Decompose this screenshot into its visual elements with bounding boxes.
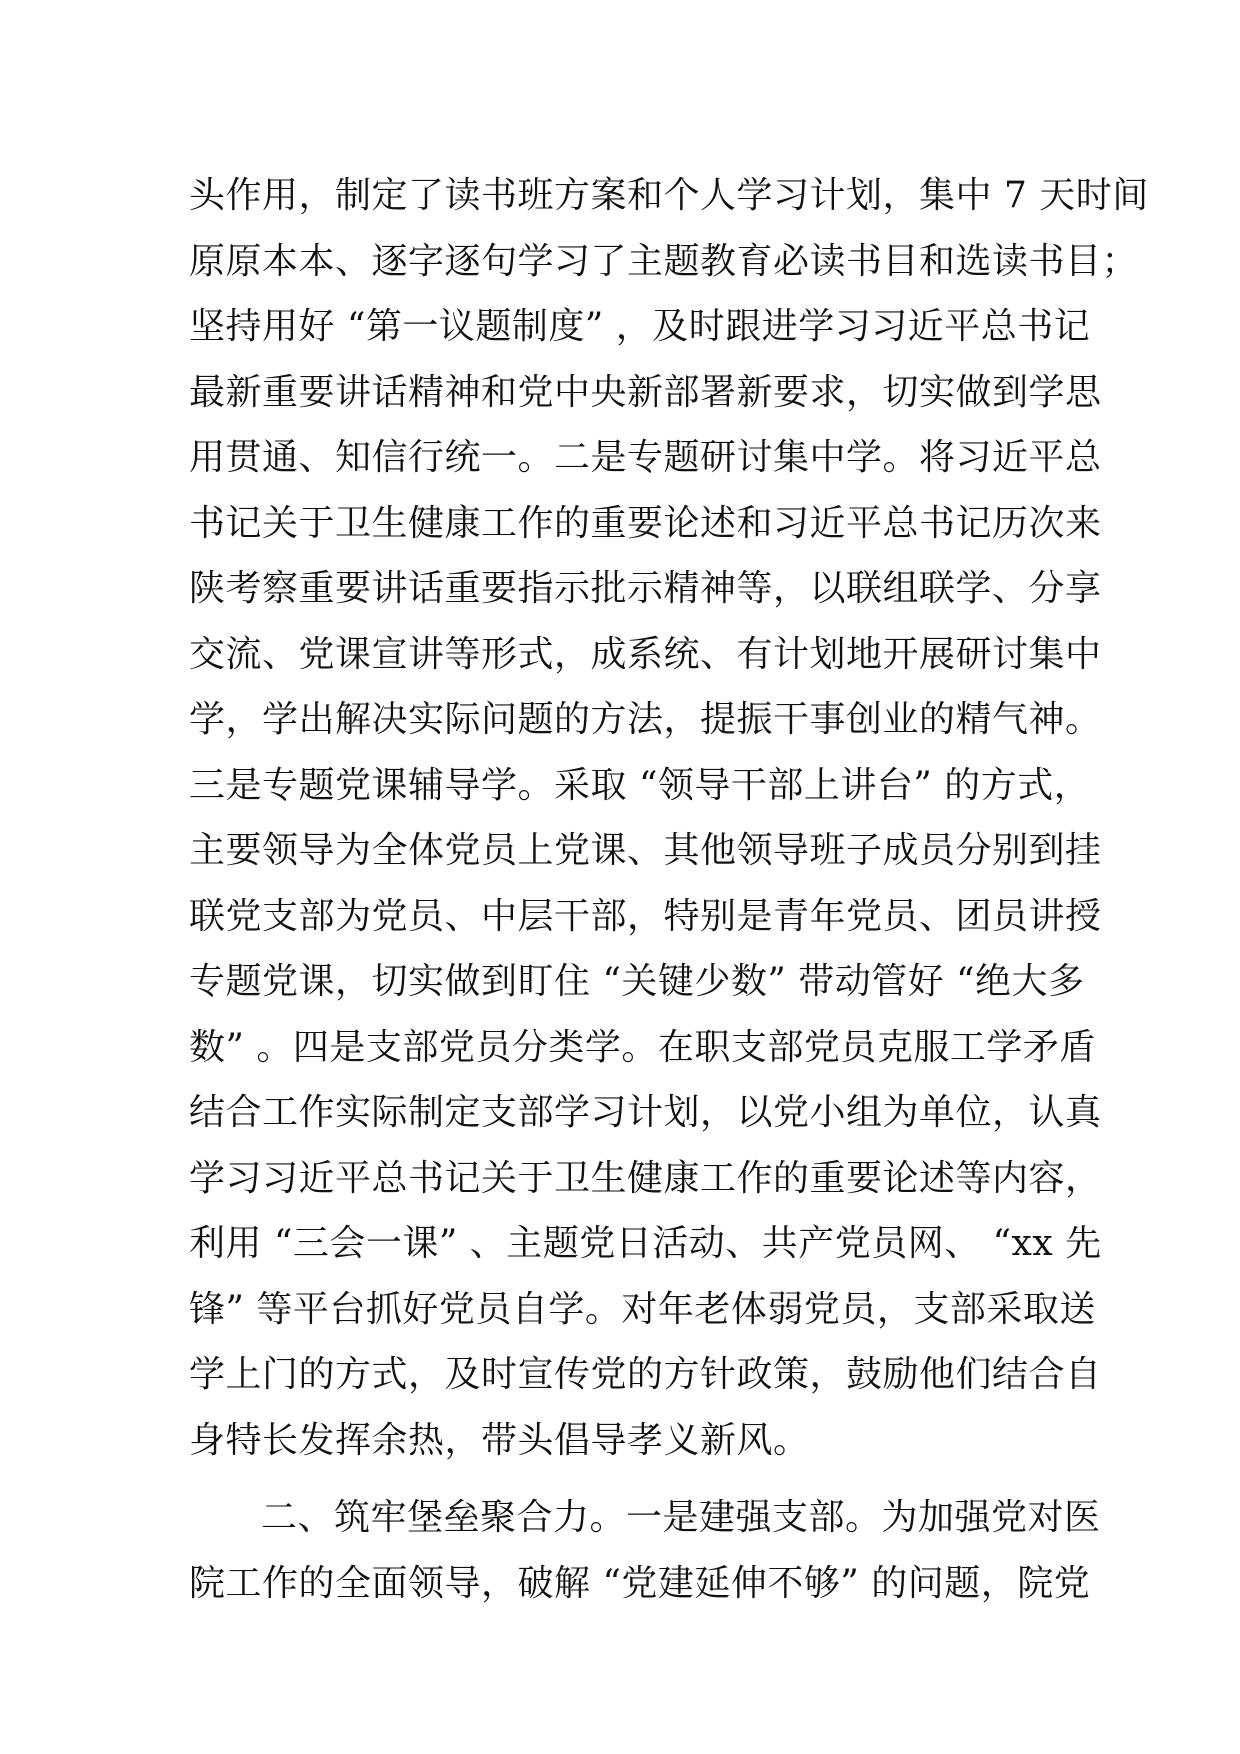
text-line: 利用 “三会一课” 、主题党日活动、共产党员网、 “xx 先 (189, 1223, 1102, 1264)
paragraph-2 (189, 1485, 1101, 1616)
text-line: 原原本本、逐字逐句学习了主题教育必读书目和选读书目； (189, 240, 1139, 282)
text-line: 用贯通、知信行统一。二是专题研讨集中学。将习近平总 (189, 437, 1102, 478)
text-line: 最新重要讲话精神和党中央新部署新要求，切实做到学思 (189, 371, 1102, 413)
text-line: 身特长发挥余热，带头倡导孝义新风。 (189, 1419, 810, 1461)
body-text (189, 163, 1149, 1616)
text-line: 书记关于卫生健康工作的重要论述和习近平总书记历次来 (189, 502, 1102, 544)
paragraph-1 (189, 163, 1149, 1473)
text-line: 头作用，制定了读书班方案和个人学习计划，集中 7 天时间 (189, 175, 1149, 216)
text-line: 三是专题党课辅导学。采取 “领导干部上讲台” 的方式， (189, 764, 1091, 806)
text-line: 院工作的全面领导，破解 “党建延伸不够” 的问题，院党 (189, 1562, 1091, 1604)
text-line: 学，学出解决实际问题的方法，提振干事创业的精气神。 (189, 699, 1102, 740)
text-line: 主要领导为全体党员上党课、其他领导班子成员分别到挂 (189, 830, 1102, 871)
text-line: 交流、党课宣讲等形式，成系统、有计划地开展研讨集中 (189, 633, 1102, 675)
paragraph-spacing (189, 1473, 1069, 1485)
text-line: 陕考察重要讲话重要指示批示精神等，以联组联学、分享 (189, 568, 1102, 609)
text-line: 锋” 等平台抓好党员自学。对年老体弱党员，支部采取送 (189, 1288, 1096, 1330)
text-line: 结合工作实际制定支部学习计划，以党小组为单位，认真 (189, 1092, 1102, 1133)
text-line: 学上门的方式，及时宣传党的方针政策，鼓励他们结合自 (189, 1354, 1102, 1395)
text-line: 二、筑牢堡垒聚合力。一是建强支部。为加强党对医 (261, 1497, 1101, 1538)
text-line: 数” 。四是支部党员分类学。在职支部党员克服工学矛盾 (189, 1026, 1096, 1068)
text-line: 联党支部为党员、中层干部，特别是青年党员、团员讲授 (189, 895, 1102, 937)
text-line: 学习习近平总书记关于卫生健康工作的重要论述等内容， (189, 1157, 1102, 1199)
text-line: 专题党课，切实做到盯住 “关键少数” 带动管好 “绝大多 (189, 961, 1085, 1002)
text-line: 坚持用好 “第一议题制度” ，及时跟进学习习近平总书记 (189, 306, 1091, 347)
